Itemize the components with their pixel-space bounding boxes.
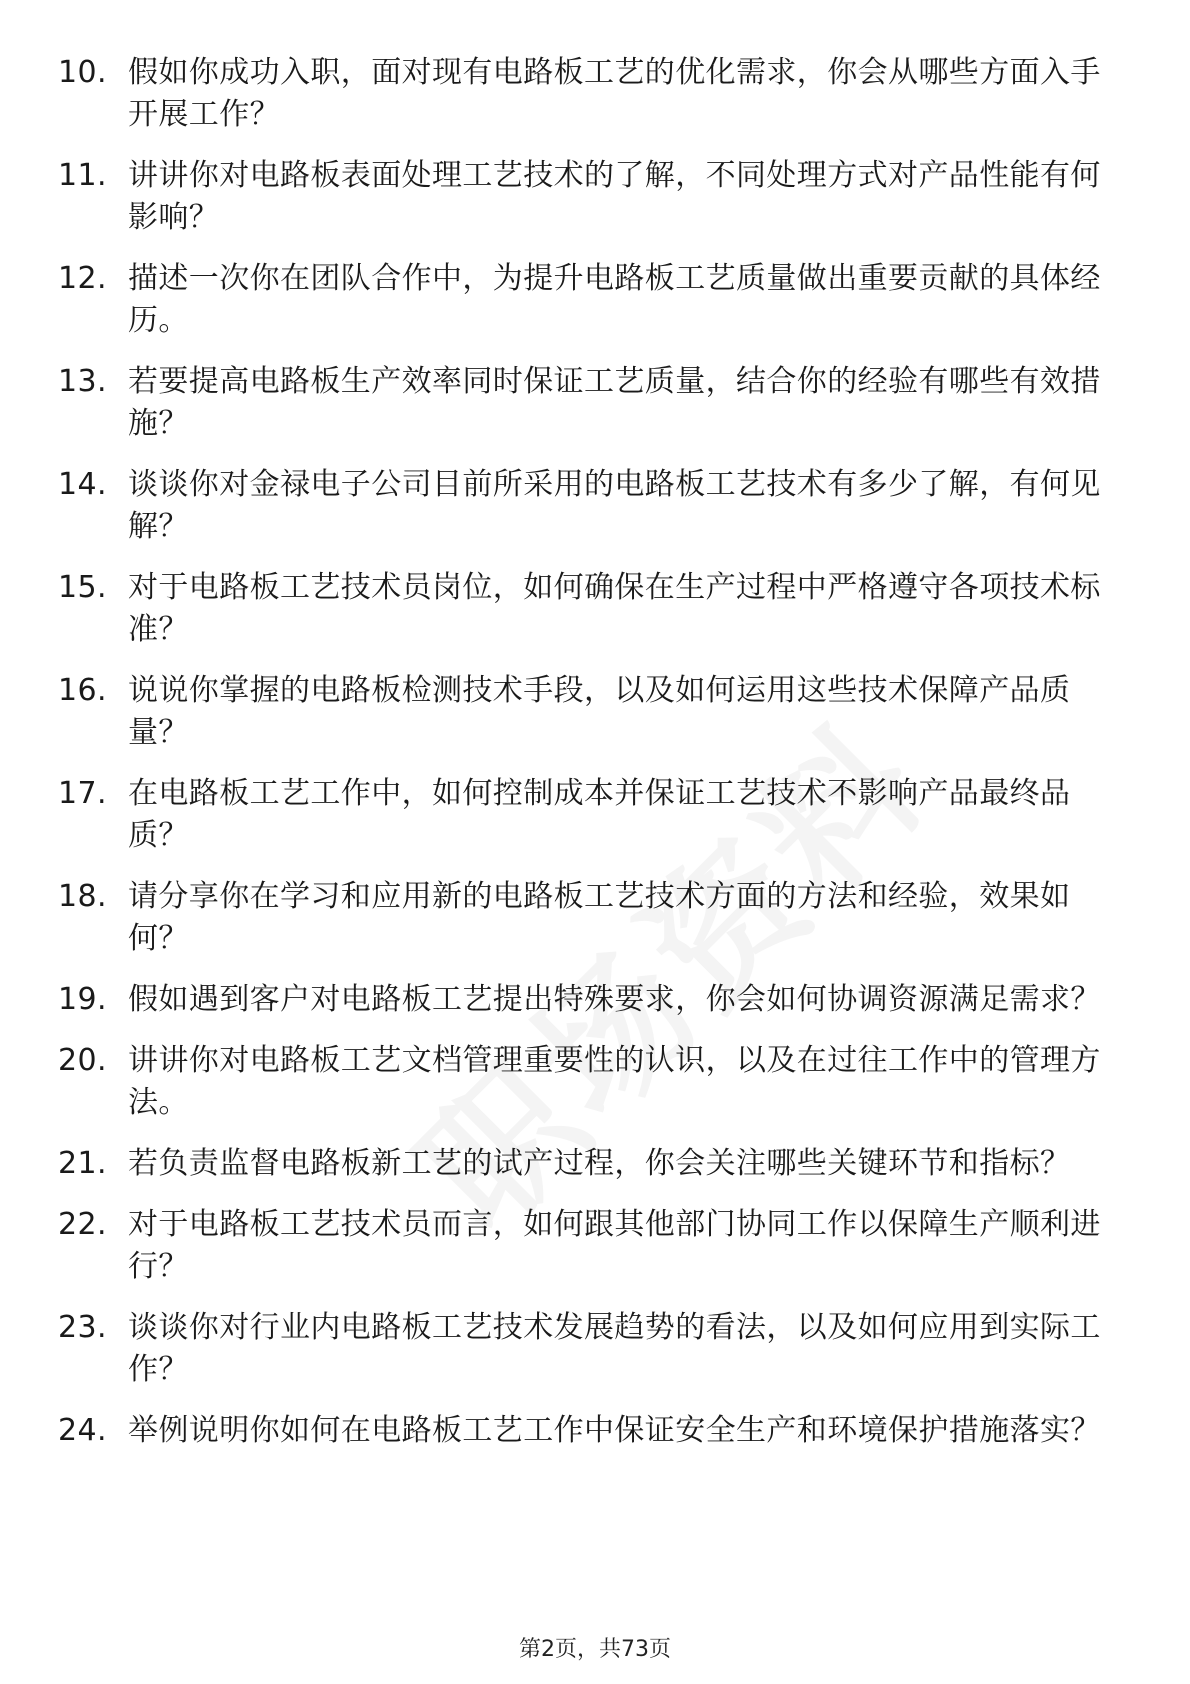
question-number: 20. xyxy=(58,1043,107,1078)
question-list xyxy=(58,52,1118,1471)
question-text: 假如你成功入职，面对现有电路板工艺的优化需求，你会从哪些方面入手开展工作？ xyxy=(128,55,1101,132)
question-text: 若要提高电路板生产效率同时保证工艺质量，结合你的经验有哪些有效措施？ xyxy=(128,364,1101,441)
question-number: 15. xyxy=(58,570,107,605)
question-item xyxy=(58,567,1118,651)
question-text: 说说你掌握的电路板检测技术手段，以及如何运用这些技术保障产品质量？ xyxy=(128,673,1071,750)
question-number: 17. xyxy=(58,776,107,811)
question-item xyxy=(58,1410,1118,1452)
question-text: 假如遇到客户对电路板工艺提出特殊要求，你会如何协调资源满足需求？ xyxy=(128,982,1101,1017)
question-item xyxy=(58,773,1118,857)
question-text: 若负责监督电路板新工艺的试产过程，你会关注哪些关键环节和指标？ xyxy=(128,1146,1071,1181)
question-item xyxy=(58,1143,1118,1185)
question-item xyxy=(58,1040,1118,1124)
question-text: 讲讲你对电路板表面处理工艺技术的了解，不同处理方式对产品性能有何影响？ xyxy=(128,158,1101,235)
question-number: 23. xyxy=(58,1310,107,1345)
question-item xyxy=(58,876,1118,960)
question-item xyxy=(58,155,1118,239)
question-item xyxy=(58,979,1118,1021)
question-item xyxy=(58,1204,1118,1288)
question-number: 11. xyxy=(58,158,107,193)
question-number: 12. xyxy=(58,261,107,296)
question-number: 10. xyxy=(58,55,107,90)
question-text: 描述一次你在团队合作中，为提升电路板工艺质量做出重要贡献的具体经历。 xyxy=(128,261,1101,338)
question-item xyxy=(58,1307,1118,1391)
question-text: 讲讲你对电路板工艺文档管理重要性的认识，以及在过往工作中的管理方法。 xyxy=(128,1043,1101,1120)
question-text: 对于电路板工艺技术员岗位，如何确保在生产过程中严格遵守各项技术标准？ xyxy=(128,570,1101,647)
question-number: 24. xyxy=(58,1413,107,1448)
question-number: 16. xyxy=(58,673,107,708)
question-item xyxy=(58,258,1118,342)
question-number: 19. xyxy=(58,982,107,1017)
question-text: 谈谈你对行业内电路板工艺技术发展趋势的看法，以及如何应用到实际工作？ xyxy=(128,1310,1101,1387)
question-number: 18. xyxy=(58,879,107,914)
question-number: 14. xyxy=(58,467,107,502)
question-text: 谈谈你对金禄电子公司目前所采用的电路板工艺技术有多少了解，有何见解？ xyxy=(128,467,1101,544)
question-text: 请分享你在学习和应用新的电路板工艺技术方面的方法和经验，效果如何？ xyxy=(128,879,1071,956)
question-text: 举例说明你如何在电路板工艺工作中保证安全生产和环境保护措施落实？ xyxy=(128,1413,1101,1448)
question-item xyxy=(58,361,1118,445)
question-number: 13. xyxy=(58,364,107,399)
question-item xyxy=(58,670,1118,754)
question-text: 对于电路板工艺技术员而言，如何跟其他部门协同工作以保障生产顺利进行？ xyxy=(128,1207,1101,1284)
page-footer: 第2页，共73页 xyxy=(519,1637,671,1662)
question-text: 在电路板工艺工作中，如何控制成本并保证工艺技术不影响产品最终品质？ xyxy=(128,776,1071,853)
question-number: 21. xyxy=(58,1146,107,1181)
question-number: 22. xyxy=(58,1207,107,1242)
question-item xyxy=(58,464,1118,548)
question-item xyxy=(58,52,1118,136)
